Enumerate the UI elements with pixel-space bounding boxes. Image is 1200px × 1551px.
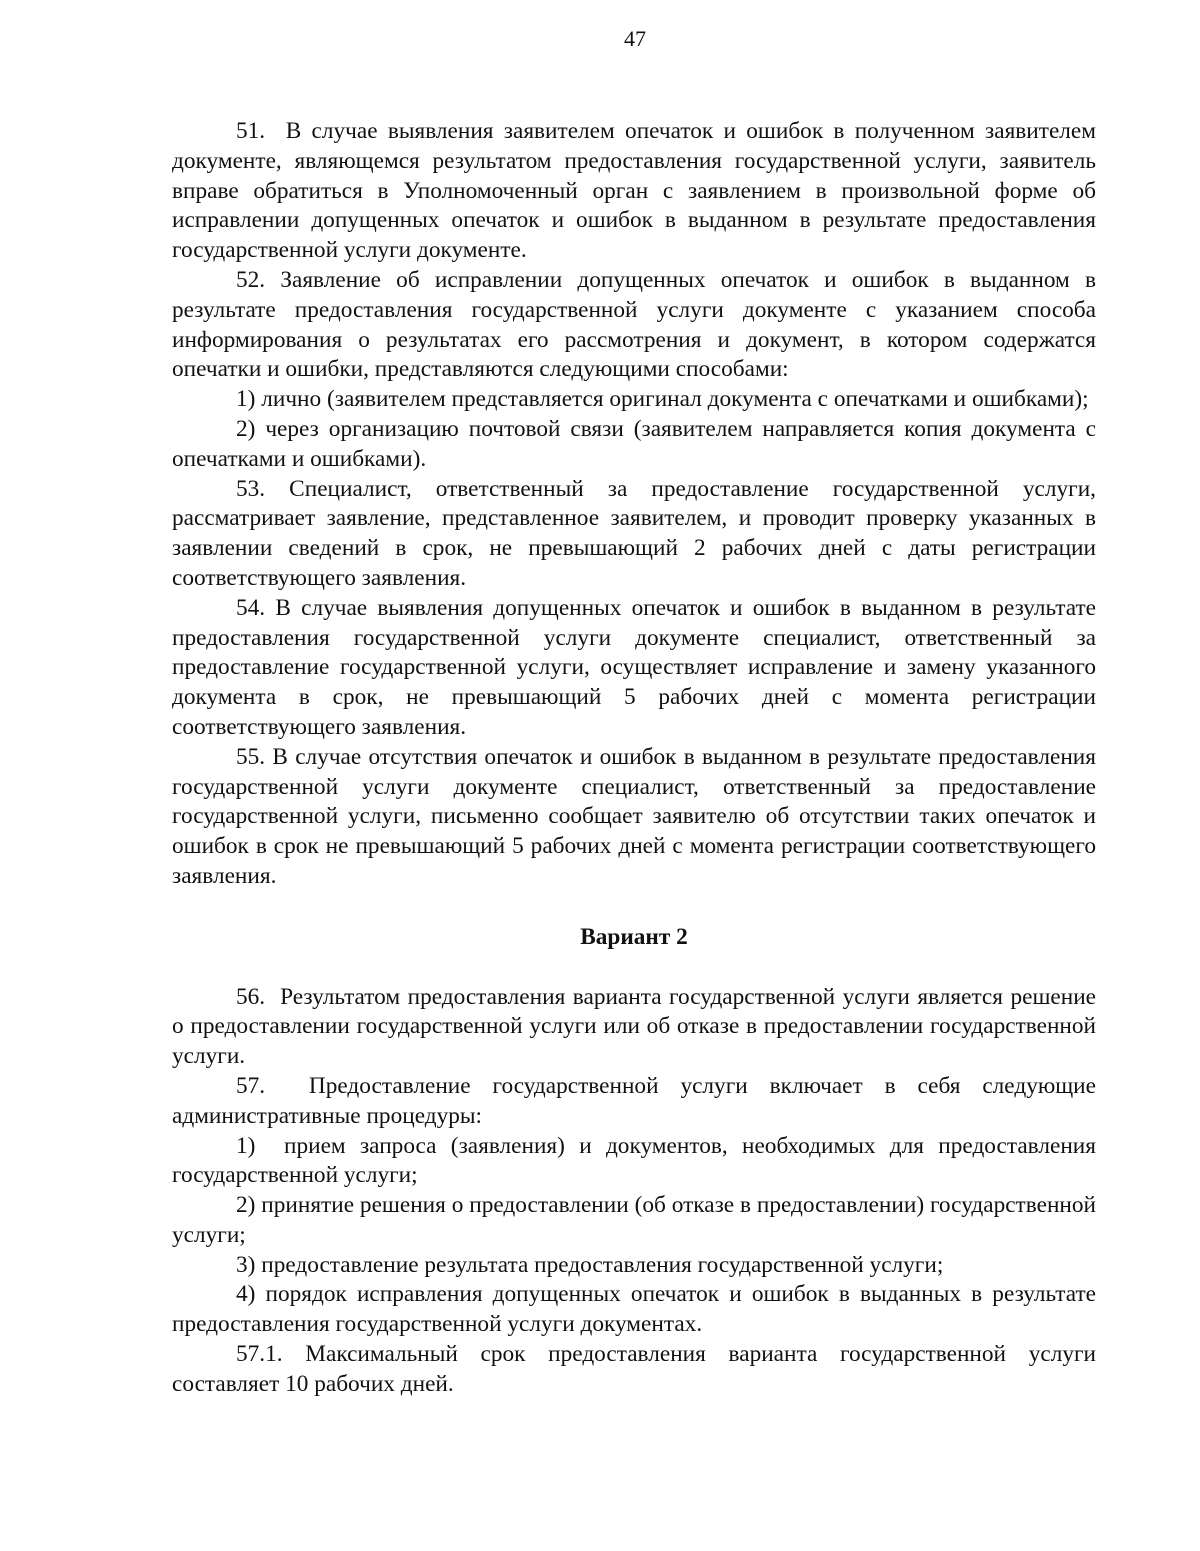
paragraph-54: 54. В случае выявления допущенных опечаток и ошибок в выданном в результате предоставления государственной услуги документе специалист, ответственный за предоставление государственной услуги, осуществляет исправление и замену указанного документа в срок, не превышающий 5 рабочих дней с момента регистрации соответствующего заявления. bbox=[172, 594, 1096, 740]
paragraph-56: 56. Результатом предоставления варианта государственной услуги является решение о предоставлении государственной услуги или об отказе в предоставлении государственной услуги. bbox=[172, 983, 1096, 1070]
paragraph-52-item-2: 2) через организацию почтовой связи (заявителем направляется копия документа с опечатками и ошибками). bbox=[172, 415, 1096, 472]
paragraph-57-item-2: 2) принятие решения о предоставлении (об отказе в предоставлении) государственной услуги; bbox=[172, 1192, 1096, 1248]
paragraph-57-item-4: 4) порядок исправления допущенных опечаток и ошибок в выданных в результате предоставления государственной услуги документах. bbox=[172, 1281, 1096, 1338]
paragraph-57: 57. Предоставление государственной услуги включает в себя следующие административные процедуры: bbox=[172, 1072, 1096, 1129]
section-heading: Вариант 2 bbox=[580, 923, 688, 950]
paragraph-57-1: 57.1. Максимальный срок предоставления варианта государственной услуги составляет 10 рабочих дней. bbox=[172, 1341, 1096, 1397]
page-number: 47 bbox=[624, 26, 646, 51]
paragraph-51: 51. В случае выявления заявителем опечаток и ошибок в полученном заявителем документе, являющемся результатом предоставления государственной услуги, заявитель вправе обратиться в Уполномоченный орган с заявлением в произвольной форме об исправлении допущенных опечаток и ошибок в выданном в результате предоставления государственной услуги документе. bbox=[172, 118, 1096, 264]
paragraph-55: 55. В случае отсутствия опечаток и ошибок в выданном в результате предоставления государственной услуги документе специалист, ответственный за предоставление государственной услуги, письменно сообщает заявителю об отсутствии таких опечаток и ошибок в срок не превышающий 5 рабочих дней с момента регистрации соответствующего заявления. bbox=[172, 743, 1096, 889]
paragraph-53: 53. Специалист, ответственный за предоставление государственной услуги, рассматривает заявление, представленное заявителем, и проводит проверку указанных в заявлении сведений в срок, не превышающий 2 рабочих дней с даты регистрации соответствующего заявления. bbox=[172, 475, 1096, 591]
paragraph-57-item-3: 3) предоставление результата предоставления государственной услуги; bbox=[236, 1251, 944, 1278]
paragraph-52-item-1: 1) лично (заявителем представляется оригинал документа с опечатками и ошибками); bbox=[236, 386, 1089, 413]
paragraph-52: 52. Заявление об исправлении допущенных опечаток и ошибок в выданном в результате предоставления государственной услуги документе с указанием способа информирования о результатах его рассмотрения и документ, в котором содержатся опечатки и ошибки, представляются следующими способами: bbox=[172, 266, 1096, 383]
paragraph-57-item-1: 1) прием запроса (заявления) и документов, необходимых для предоставления государственной услуги; bbox=[172, 1132, 1096, 1189]
document-body bbox=[172, 117, 1096, 1400]
